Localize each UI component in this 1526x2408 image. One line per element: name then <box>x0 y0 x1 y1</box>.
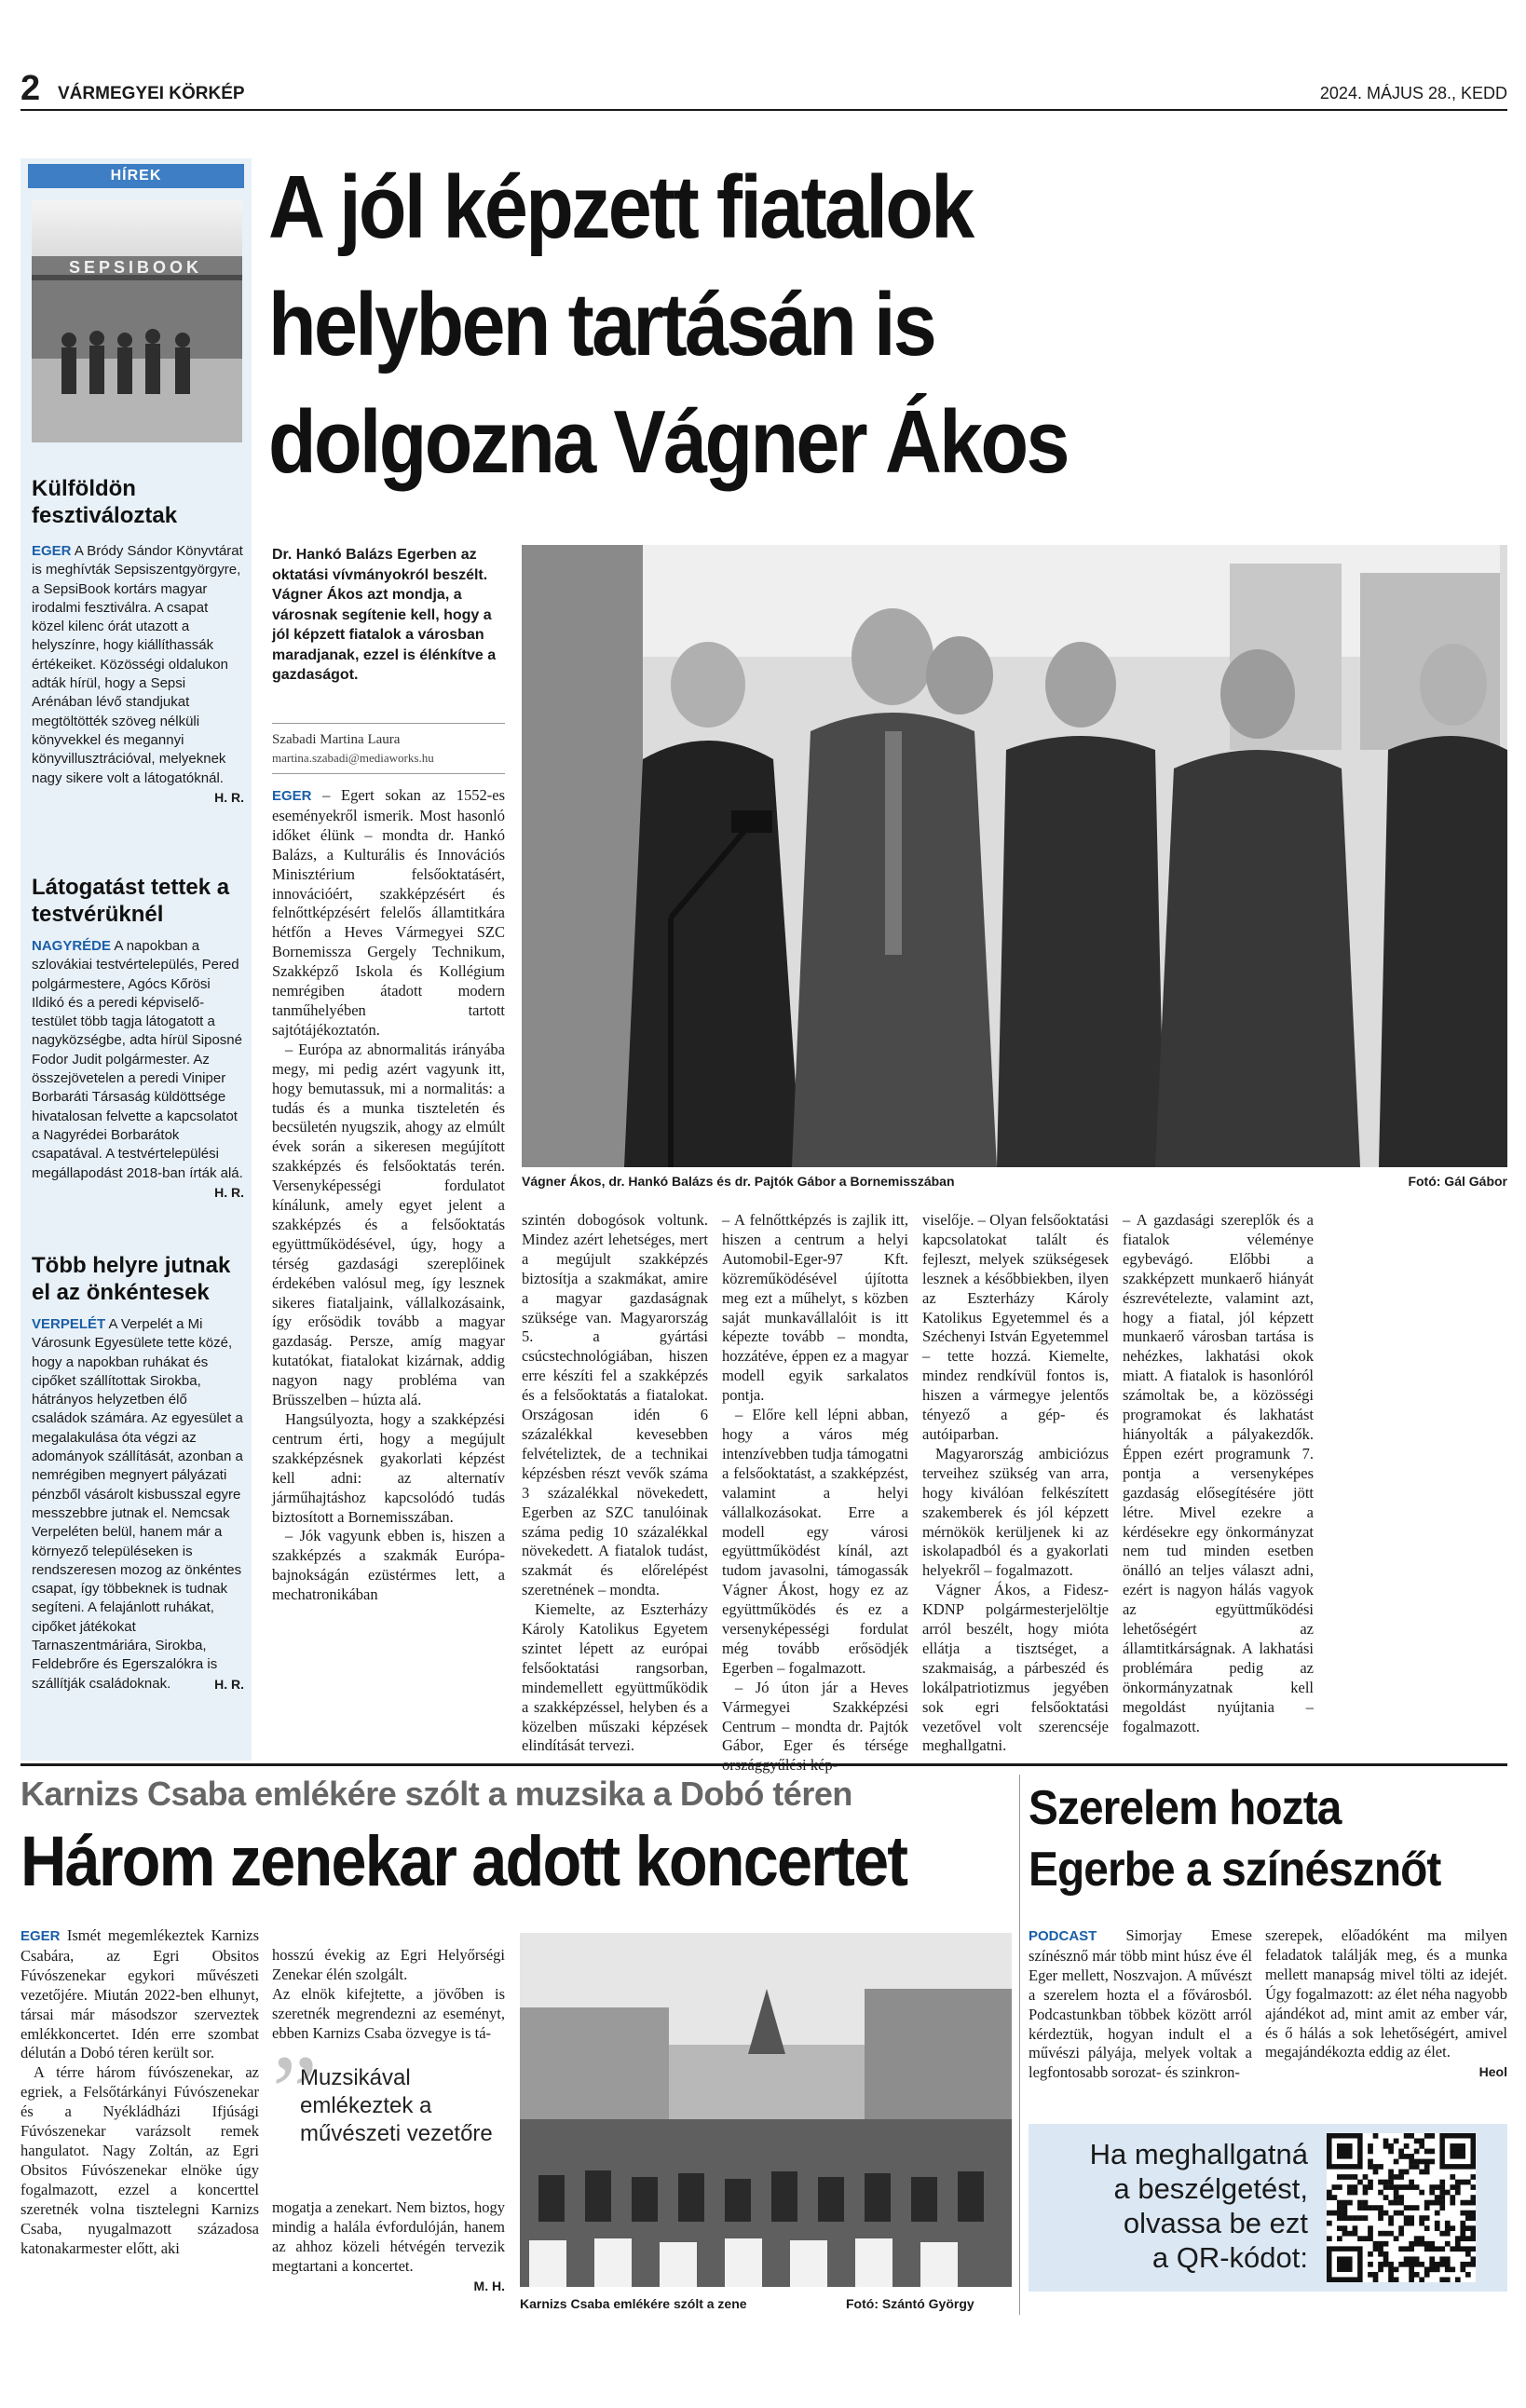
concert-photo <box>520 1933 1012 2287</box>
news-item-title: Több helyre jutnak el az önkéntesek <box>32 1253 231 1305</box>
concert-location: EGER <box>20 1928 61 1944</box>
main-photo-credit: Fotó: Gál Gábor <box>1408 1174 1507 1189</box>
concert-photo-credit: Fotó: Szántó György <box>846 2296 974 2311</box>
sidebar-news-item <box>32 475 244 807</box>
article-paragraph: – Előre kell lépni abban, hogy a város még intenzívebben tudja támogatni a felsőoktatást, a szakképzést, valamint a helyi vállalkozásokat. Erre a modell egy városi együttműködést kínál, azt tudom javasolni, támogassák Vágner Ákost, hogy ez az együttműködés és ez a versenyképességi fordulat még tovább erősödjék Egerben – fogalmazott. <box>722 1406 908 1677</box>
quote-text: Muzsikával emlékeztek a művészeti vezetőre <box>300 2065 493 2146</box>
article-location: EGER <box>272 788 312 804</box>
article-paragraph: – Európa az abnormalitás irányába megy, mi pedig azért vagyunk itt, hogy bemutassuk, mi a normalitás: a tudás és a munka tiszteletén és becsületén nyugszik, ahogy az elmúlt évek során a sikeresen megújított szakképzés és felsőoktatás terén. Versenyképességi fordulatot kínálunk, amely egyet jelent a szakképzés és a felsőoktatás együttműködésével, úgy, hogy a térség gazdasági szereplőinek érdekében valósul meg, így lesznek sikeres fiataljaink, vállalkozásaink, így erősödik tovább a magyar gazdaság. Persze, amíg magyar kutatókat, fiatalokat kizárnak, addig nagyon nagy probléma van Brüsszelben – húzta alá. <box>272 1040 505 1409</box>
news-item-text: A Bródy Sándor Könyvtárat is meghívták Sepsiszentgyörgyre, a SepsiBook kortárs magyar irodalmi fesztiválra. A csapat közel kilenc órát utazott a helyszínre, hogy kiállíthassák értékeiket. Közösségi oldalukon adták hírül, hogy a Sepsi Arénában lévő standjukat megtöltötték szöveg nélküli könyvekkel és megannyi könyvillusztrációval, melyeknek nagy sikere volt a látogatóknál. <box>32 543 243 786</box>
article-column <box>722 1211 908 1775</box>
qr-code[interactable] <box>1327 2133 1476 2282</box>
main-photo <box>522 545 1507 1167</box>
concert-headline: Három zenekar adott koncertet <box>20 1822 907 1901</box>
news-item-text: A Verpelét a Mi Városunk Egyesülete tette közé, hogy a napokban ruhákat és cipőket szállítottak Sirokba, hátrányos helyzetben élő családok számára. Az egyesület a megalakulása óta végzi az adományok szállítását, azonban a nemrégiben megnyert pályázati pénzből vásárolt kisbusszal egyre messzebbre jutnak el. Nemcsak Verpeléten belül, hanem már a környező településeken is rendszeresen mozog az önkéntes csapat, így többeknek is tudnak segíteni. A felajánlott ruhákat, cipőket játékokat Tarnaszentmáriára, Sirokba, Feldebrőre és Egerszalókra is szállítják családoknak. <box>32 1316 243 1692</box>
issue-date: 2024. MÁJUS 28., KEDD <box>1319 84 1507 102</box>
main-photo-illustration <box>522 545 1507 1167</box>
news-item-text: A napokban a szlovákiai testvértelepülés, Pered polgármestere, Agócs Kőrösi Ildikó és a peredi képviselő-testület több tagja látogatott a nagyközségbe, adta hírül Siposné Fodor Judit polgármester. Az összejövetelen a peredi Viniper Borbaráti Társaság küldöttsége hivatalosan felvette a kapcsolatot a Nagyrédei Borbarátok csapatával. A testvértelepülési megállapodást 2018-ban írták alá. <box>32 938 243 1181</box>
article-paragraph: – A felnőttképzés is zajlik itt, hiszen a centrum a helyi Automobil-Eger-97 Kft. közreműködésével újította meg ezt a műhelyt, s közben saját munkavállalóit is itt képezte tovább – mondta, hozzátéve, éppen ez a magyar modell egyik sarkalatos pontja. <box>722 1211 908 1405</box>
concert-kicker: Karnizs Csaba emlékére szólt a muzsika a Dobó téren <box>20 1775 852 1813</box>
concert-column <box>20 1926 259 2258</box>
news-item-signature: H. R. <box>214 789 244 805</box>
header-rule <box>20 109 1507 111</box>
article-column <box>272 786 505 1605</box>
news-item-signature: H. R. <box>214 1676 244 1692</box>
main-photo-caption: Vágner Ákos, dr. Hankó Balázs és dr. Pajtók Gábor a Bornemisszában <box>522 1174 955 1189</box>
section-divider <box>20 1763 1507 1766</box>
quote-mark-icon: ” <box>272 2034 318 2148</box>
podcast-headline <box>1029 1777 1474 1900</box>
sidebar-photo <box>32 200 242 442</box>
article-paragraph: – Egert sokan az 1552-es eseményekről ismerik. Most hasonló időket élünk – mondta dr. Hankó Balázs, a Kulturális és Innovációs Minisztérium felsőoktatásért, innovációért, szakképzésért és felnőttképzésért felelős államtitkára hétfőn a Heves Vármegyei SZC Bornemissza Gergely Technikum, Szakképző Iskola és Kollégium nemrégiben átadott modern tanműhelyében tartott sajtótájékoztatón. <box>272 786 505 1039</box>
page-number: 2 <box>20 69 41 108</box>
page-header <box>20 69 1507 108</box>
news-item-location: EGER <box>32 543 72 559</box>
headline-line: Egerbe a színésznőt <box>1029 1843 1441 1897</box>
sidebar-photo-sign: SEPSIBOOK <box>69 258 203 277</box>
article-column <box>922 1211 1109 1756</box>
article-paragraph: – Jó úton jár a Heves Vármegyei Szakképzési Centrum – mondta dr. Pajtók Gábor, Eger és térsége <box>722 1678 908 1755</box>
article-column <box>522 1211 708 1756</box>
byline-rule <box>272 723 505 724</box>
pull-quote <box>272 2034 505 2180</box>
qr-promo-text: Ha meghallgatná a beszélgetést, olvassa be ezt a QR-kódot: <box>1089 2138 1308 2274</box>
headline-line: dolgozna Vágner Ákos <box>268 392 1068 492</box>
column-divider <box>1019 1775 1020 2315</box>
headline-line: Szerelem hozta <box>1029 1781 1342 1835</box>
article-paragraph: Kiemelte, az Eszterházy Károly Katolikus Egyetem szintet lépett az európai felsőoktatási rangsorban, mindemellett együttműködik a szakképzéssel, helyben és a közelben műszaki képzések elindítását tervezi. <box>522 1600 708 1755</box>
concert-paragraph: mogatja a zenekart. Nem biztos, hogy mindig a halála évfordulóján, hanem az ahhoz közeli hétvégén tervezik megtartani a koncertet. <box>272 2198 505 2275</box>
podcast-paragraph: Simorjay Emese színésznő már több mint húsz éve él Eger mellett, Noszvajon. A művészt a szerelem hozta el a fővárosból. Podcastunkban többek között arról kérdeztük, hogyan indult el a művészi pályája, melyek voltak a legfontosabb sorozat- és szinkron- <box>1029 1926 1253 2082</box>
article-intro: Dr. Hankó Balázs Egerben az oktatási vívmányokról beszélt. Vágner Ákos azt mondja, a városnak segítenie kell, hogy a jól képzett fiatalok a városban maradjanak, ezzel is élénkítve a gazdaságot. <box>272 547 497 683</box>
article-paragraph: – A gazdasági szereplők és a fiatalok véleménye egybevágó. Előbbi a szakképzett munkaerő hiányát észrevételezte, valamint azt, hogy a fiatal, jól képzett munkaerő városban tartása is nehézkes, lakhatási okok miatt. A fiatalok is hasonlóról számoltak be, a közösségi programokat és lakhatást hiányolták a pályakezdők. Éppen ezért programunk 7. pontja a versenyképes gazdaság elősegítésére jött létre. Mivel ezekre a kérdésekre egy önkormányzat nem tud minden esetben önálló an teljes választ adni, ezért is nagyon hálás vagyok az együttműködési lehetőségért az államtitkárságnak. A lakhatási problémára pedig az önkormányzatnak kell megoldást nyújtania – fogalmazott. <box>1123 1211 1314 1735</box>
concert-signature: M. H. <box>473 2278 505 2293</box>
podcast-paragraph: szerepek, előadóként ma milyen feladatok találják meg, és a munka mellett manapság mivel tölti az idejét. Úgy fogalmazott: az élet néha nagyobb ajándékot ad, mint amit az ember vár, és ő hálás a sok lehetőségért, amivel megajándékozta eddig az élet. <box>1265 1926 1507 2061</box>
news-item-location: NAGYRÉDE <box>32 938 112 954</box>
section-title: VÁRMEGYEI KÖRKÉP <box>58 84 245 103</box>
sidebar-news-item <box>32 1252 244 1694</box>
article-paragraph: Vágner Ákos, a Fidesz-KDNP polgármesterjelöltje arról beszélt, hogy mióta ellátja a tisztséget, a szakmaiság, a párbeszéd és lokálpatriotizmus jegyében sok egri felsőoktatási vezetővel volt szerencséje meghallgatni. <box>922 1581 1109 1755</box>
concert-photo-illustration <box>520 1933 1012 2287</box>
author-email: martina.szabadi@mediaworks.hu <box>272 751 434 765</box>
podcast-column <box>1265 1926 1507 2082</box>
concert-photo-caption: Karnizs Csaba emlékére szólt a zene <box>520 2296 747 2311</box>
article-paragraph: Hangsúlyozta, hogy a szakképzési centrum érti, hogy a megújult szakképzésnek gyakorlati képzést kell adni: az alternatív járműhajtáshoz kapcsolódó tudás biztosított a Bornemisszában. <box>272 1410 505 1526</box>
qr-promo-box[interactable] <box>1029 2124 1507 2292</box>
podcast-column <box>1029 1926 1252 2083</box>
news-item-body <box>32 1315 244 1694</box>
article-paragraph: viselője. – Olyan felsőoktatási kapcsolatokat talált és fejleszt, melyek szükségesek lesznek a későbbiekben, ilyen az Eszterházy Károly Katolikus Egyetemmel és a Széchenyi István Egyetemmel – tette hozzá. Kiemelte, mindez rendkívül fontos is, hiszen a vármegye jelentős tényező a gép- és autóiparban. <box>922 1211 1109 1443</box>
sidebar-news-item <box>32 874 244 1202</box>
concert-paragraph: A térre három fúvószenekar, az egriek, a Felsőtárkányi Fúvószenekar és a Nyékládházi Ifjúsági Fúvószenekar varázsolt remek hangulatot. Nagy Zoltán, az Egri Obsitos Fúvószenekar elnöke úgy fogalmazott, ezzel a koncerttel szeretnék volna tisztelegni Karnizs Csaba, nyugalmazott századosa katonakarmester előtt, aki <box>20 2063 259 2257</box>
concert-paragraph: hosszú évekig az Egri Helyőrségi Zenekar élén szolgált. Az elnök kifejtette, a jövőben is szeretnék megrendezni az eseményt, ebben Karnizs Csaba özvegye is tá- <box>272 1945 505 2042</box>
article-author: Szabadi Martina Laura <box>272 732 401 747</box>
headline-line: A jól képzett fiatalok <box>268 157 973 257</box>
news-item-location: VERPELÉT <box>32 1316 106 1332</box>
news-item-body <box>32 937 244 1200</box>
concert-column <box>272 2198 505 2296</box>
main-headline <box>268 149 1358 501</box>
article-paragraph: – Jók vagyunk ebben is, hiszen a szakképzés a szakmák Európa-bajnokságán ezüstérmes lett, a mechatronikában <box>272 1527 505 1604</box>
news-label: HÍREK <box>28 164 244 188</box>
headline-line: helyben tartásán is <box>268 275 935 374</box>
podcast-label: PODCAST <box>1029 1928 1097 1944</box>
news-item-title: Külföldön fesztiváloztak <box>32 476 178 528</box>
byline-rule-bottom <box>272 773 505 774</box>
news-item-body <box>32 542 244 805</box>
article-paragraph: szintén dobogósok voltunk. Mindez azért lehetséges, mert a megújult szakképzés biztosítja a szakmákat, amire a magyar gazdaságnak szüksége van. Magyarország 5. a gyártási csúcstechnológiában, hiszen erre készíti fel a szakképzés és a felsőoktatás a fiatalokat. Országosan idén 6 százalékkal kevesebben felvételiztek, de a technikai képzésben részt vevők száma 3 százalékkal növekedett, Egerben az SZC tanulóinak száma pedig 10 százalékkal növekedett. A fiatalok tudást, szakmát és előrelépést szeretnének – mondta. <box>522 1211 708 1599</box>
podcast-signature: Heol <box>1478 2064 1507 2080</box>
news-item-title: Látogatást tettek a testvérüknél <box>32 875 230 927</box>
concert-paragraph: Ismét megemlékeztek Karnizs Csabára, az Egri Obsitos Fúvószenekar egykori művészeti vezetőjére. Miután 2022-ben elhunyt, társai már másodszor szerveztek emlékkoncertet. Idén erre szombat délután a Dobó téren került sor. <box>20 1926 259 2062</box>
article-column <box>1123 1211 1314 1736</box>
sidebar-photo-illustration <box>32 200 242 442</box>
qr-code-graphic <box>1327 2133 1476 2282</box>
article-paragraph: Magyarország ambiciózus terveihez szükség van arra, hogy kiválóan felkészített szakemberek és jól képzett mérnökök kerüljenek ki az iskolapadból és a gyakorlati helyekről – fogalmazott. <box>922 1444 1109 1580</box>
news-item-signature: H. R. <box>214 1184 244 1200</box>
